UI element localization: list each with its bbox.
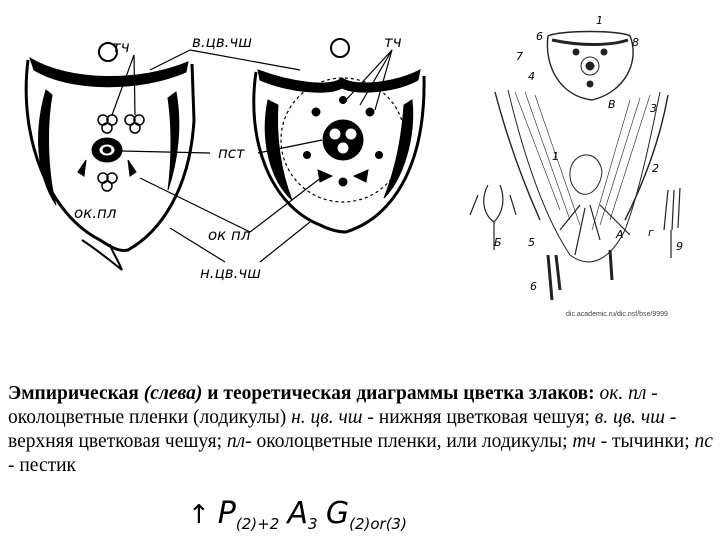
flower-small-b	[470, 185, 516, 250]
caption-title-rest: и теоретическая диаграммы цветка злаков:	[207, 383, 595, 404]
lodicule-left	[78, 160, 86, 176]
zygomorphic-arrow-icon: ↑	[188, 500, 210, 530]
caption-text-4: - околоцветные пленки, или лодикулы;	[245, 431, 573, 452]
svg-text:2: 2	[652, 162, 659, 175]
lower-notch	[82, 240, 122, 270]
label-lower-glume: н.цв.чш	[200, 264, 261, 282]
inner-crescent-right	[168, 92, 179, 190]
label-stamen-right: тч	[384, 33, 402, 51]
upper-glume-middle	[258, 70, 420, 92]
formula-androecium-count: 3	[308, 515, 318, 534]
svg-text:6: 6	[530, 280, 537, 293]
svg-text:3: 3	[650, 102, 657, 115]
floral-formula	[188, 496, 407, 533]
formula-gynoecium-count: (2)or(3)	[349, 515, 407, 534]
stamen-left	[98, 115, 117, 133]
svg-text:4: 4	[528, 70, 535, 83]
svg-text:6: 6	[536, 30, 543, 43]
caption-left-note	[144, 383, 203, 404]
lodicule-right	[128, 160, 136, 176]
svg-text:1: 1	[552, 150, 559, 163]
svg-text:А: А	[616, 228, 624, 241]
formula-perianth: P	[217, 496, 236, 531]
label-upper-glume: в.цв.чш	[192, 33, 253, 51]
caption-text-6: - пестик	[8, 455, 77, 476]
inner-crescent-left	[39, 90, 56, 205]
caption-text-2: - нижняя цветковая чешуя;	[362, 407, 595, 428]
lodicule-middle-right	[354, 170, 368, 182]
formula-perianth-count: (2)+2	[235, 515, 280, 534]
ovary-shape	[570, 155, 602, 194]
svg-text:В: В	[608, 98, 616, 111]
formula-gynoecium: G	[325, 496, 350, 531]
svg-text:Б: Б	[494, 236, 502, 249]
label-pistil: пст	[218, 144, 245, 162]
caption-left-italic: (слева)	[143, 383, 203, 404]
caption-abbr-6: пс	[694, 431, 713, 452]
caption-text-5: - тычинки;	[595, 431, 695, 452]
empirical-diagram	[26, 43, 194, 270]
caption-text-3: - верхняя цветковая чешуя;	[8, 407, 677, 452]
caption-empirical: Эмпирическая	[8, 383, 139, 404]
source-watermark: dic.academic.ru/dic.nsf/bse/9999	[566, 311, 668, 318]
figure-caption	[8, 382, 713, 478]
caption-abbr-1: ок. пл	[599, 383, 647, 404]
caption-abbr-3: в. цв. чш	[594, 407, 665, 428]
svg-text:г: г	[648, 226, 654, 239]
svg-text:9: 9	[676, 240, 683, 253]
svg-text:5: 5	[528, 236, 535, 249]
theoretical-diagram	[254, 39, 424, 232]
caption-abbr-2: н. цв. чш	[291, 407, 363, 428]
inner-crescent-middle-left	[265, 100, 292, 200]
axis-circle-middle	[331, 39, 349, 57]
svg-text:1: 1	[596, 14, 603, 27]
lodicule-middle-left	[318, 170, 332, 182]
caption-text-1: - околоцветные пленки (лодикулы)	[8, 383, 658, 428]
stamen-right	[125, 115, 144, 133]
caption-abbr-4: пл	[226, 431, 246, 452]
sketch-numbers	[494, 14, 683, 293]
label-stamen-left: тч	[112, 38, 130, 56]
formula-androecium: A	[287, 496, 309, 531]
label-lodicules-mid: ок пл	[208, 226, 251, 244]
inner-crescent-middle-right	[384, 100, 413, 198]
svg-text:8: 8	[632, 36, 639, 49]
stamen-bottom	[98, 173, 117, 191]
caption-abbr-5: тч	[572, 431, 596, 452]
svg-text:7: 7	[516, 50, 523, 63]
label-lodicules-left: ок.пл	[74, 204, 117, 222]
botanical-sketch	[470, 32, 680, 301]
